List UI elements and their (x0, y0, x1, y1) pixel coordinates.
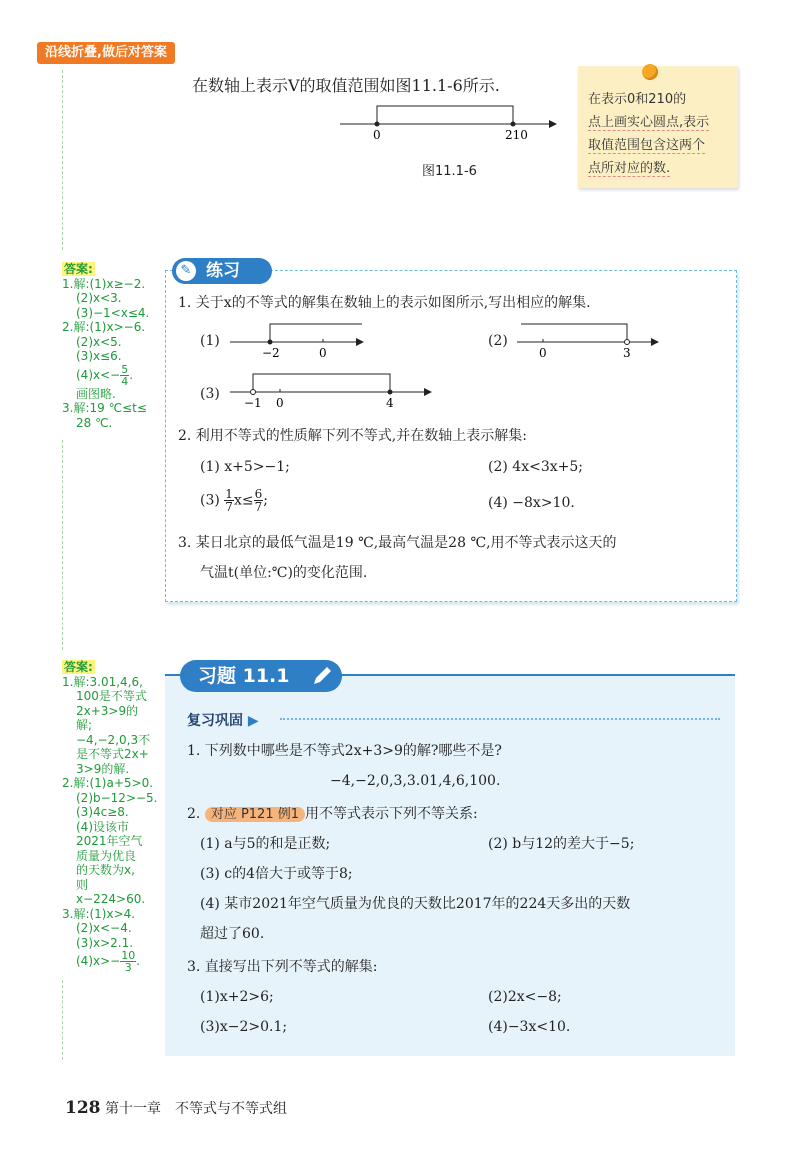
number-line-1 (228, 320, 368, 360)
q2-item: (4) −8x>10. (488, 495, 575, 511)
fold-guide-line (62, 440, 63, 650)
answer-line: (3)−1<x≤4. (76, 305, 150, 320)
answer-line: (4)x>− $\frac{10}{3}$ . (76, 949, 141, 974)
practice-icon: ✎ (176, 261, 196, 281)
answer-line: 1.解:(1)x≥−2. (62, 276, 146, 291)
answer-line: 2x+3>9的解; (76, 703, 139, 732)
pencil-icon (310, 664, 334, 688)
fold-answer-tag: 沿线折叠,做后对答案 (37, 42, 175, 64)
answer-line: 质量为优良 (76, 848, 137, 863)
chapter-title: 第十一章 不等式与不等式组 (104, 1101, 287, 1117)
answer-line: 1.解:3.01,4,6, (62, 674, 143, 689)
svg-text:−1: −1 (244, 396, 262, 410)
exercise-q2: 2. 对应 P121 例1 用不等式表示下列不等关系: (187, 806, 478, 822)
q2-item-cont: 超过了60. (200, 926, 265, 942)
q3-item: (2)2x<−8; (488, 989, 562, 1005)
q3-item: (4)−3x<10. (488, 1019, 571, 1035)
practice-q3-line2: 气温t(单位:℃)的变化范围. (200, 565, 368, 581)
fig-label-210: 210 (505, 128, 528, 142)
tip-line: 取值范围包含这两个 (588, 138, 706, 153)
answer-line: 3.解:19 ℃≤t≤ (62, 401, 147, 415)
tip-line: 点所对应的数. (588, 161, 671, 176)
intro-text: 在数轴上表示V的取值范围如图11.1-6所示. (192, 76, 500, 95)
section-divider (280, 718, 720, 720)
answer-line: 2021年空气 (76, 834, 143, 848)
exercise-title: 习题 11.1 (180, 660, 342, 692)
answer-line: 是不等式2x+ (76, 747, 149, 761)
answer-line: 3.解:(1)x>4. (62, 906, 136, 921)
answer-line: −4,−2,0,3不 (76, 732, 151, 747)
exercise-q1-values: −4,−2,0,3,3.01,4,6,100. (330, 773, 501, 789)
svg-text:−2: −2 (262, 346, 280, 360)
answer-heading: 答案: (64, 262, 93, 276)
page-number: 128 (65, 1098, 101, 1118)
practice-q1: 1. 关于x的不等式的解集在数轴上的表示如图所示,写出相应的解集. (178, 295, 591, 311)
answer-column-exercises (62, 660, 158, 974)
answer-line: 的天数为x, (76, 863, 135, 877)
number-line-3 (228, 370, 438, 410)
q3-item: (3)x−2>0.1; (200, 1019, 288, 1035)
answer-line: 2.解:(1)x>−6. (62, 320, 146, 334)
svg-text:0: 0 (276, 396, 284, 410)
answer-line: (4)设该市 (76, 819, 129, 834)
fig-label-0: 0 (373, 128, 381, 142)
practice-title: ✎ 练习 (172, 258, 272, 284)
svg-text:3: 3 (623, 346, 631, 360)
svg-text:4: 4 (386, 396, 394, 410)
answer-line: (3)x>2.1. (76, 935, 134, 950)
q2-item: (2) b与12的差大于−5; (488, 836, 635, 852)
answer-line: (2)x<3. (76, 291, 122, 305)
answer-line: 2.解:(1)a+5>0. (62, 776, 154, 790)
figure-caption: 图11.1-6 (422, 164, 477, 179)
answer-line: (3)4c≥8. (76, 805, 129, 819)
section-heading: 复习巩固 ▶ (187, 713, 259, 729)
q2-item: (2) 4x<3x+5; (488, 459, 583, 475)
answer-line: (3)x≤6. (76, 349, 122, 363)
tip-line: 在表示0和210的 (588, 92, 687, 107)
q1-item-label: (2) (488, 333, 508, 349)
q2-item: (4) 某市2021年空气质量为优良的天数比2017年的224天多出的天数 (200, 896, 631, 912)
answer-heading: 答案: (64, 660, 93, 674)
tip-line: 点上画实心圆点,表示 (588, 115, 710, 130)
answer-line: (2)b−12>−5. (76, 790, 158, 805)
practice-q3-line1: 3. 某日北京的最低气温是19 ℃,最高气温是28 ℃,用不等式表示这天的 (178, 535, 617, 551)
example-reference-tag: 对应 P121 例1 (205, 807, 305, 822)
answer-line: 28 ℃. (76, 415, 113, 430)
practice-q2: 2. 利用不等式的性质解下列不等式,并在数轴上表示解集: (178, 428, 527, 444)
answer-column-practice (62, 262, 154, 430)
q2-item: (3) $\frac{1}{7}$ x≤ $\frac{6}{7}$ ; (200, 487, 268, 514)
page-footer (65, 1098, 287, 1118)
exercise-q1: 1. 下列数中哪些是不等式2x+3>9的解?哪些不是? (187, 743, 502, 759)
q2-item: (3) c的4倍大于或等于8; (200, 866, 353, 882)
answer-line: (4)x<− $\frac{5}{4}$ . (76, 362, 134, 388)
exercise-q3: 3. 直接写出下列不等式的解集: (187, 959, 378, 975)
q2-item: (1) x+5>−1; (200, 459, 290, 475)
fold-guide-line (62, 70, 63, 250)
q1-item-label: (1) (200, 333, 220, 349)
answer-line: (2)x<−4. (76, 921, 132, 935)
answer-line: (2)x<5. (76, 334, 122, 349)
number-line-figure (335, 100, 565, 145)
tip-note-text (588, 88, 734, 180)
answer-line: 100是不等式 (76, 689, 147, 703)
answer-line: 画图略. (76, 386, 116, 401)
pin-icon (642, 64, 658, 80)
svg-text:0: 0 (319, 346, 327, 360)
answer-line: 则x−224>60. (76, 877, 146, 906)
number-line-2 (515, 320, 665, 360)
q3-item: (1)x+2>6; (200, 989, 274, 1005)
q2-item: (1) a与5的和是正数; (200, 836, 331, 852)
answer-line: 3>9的解. (76, 761, 130, 776)
svg-text:0: 0 (539, 346, 547, 360)
q1-item-label: (3) (200, 386, 220, 402)
fold-guide-line (62, 980, 63, 1060)
